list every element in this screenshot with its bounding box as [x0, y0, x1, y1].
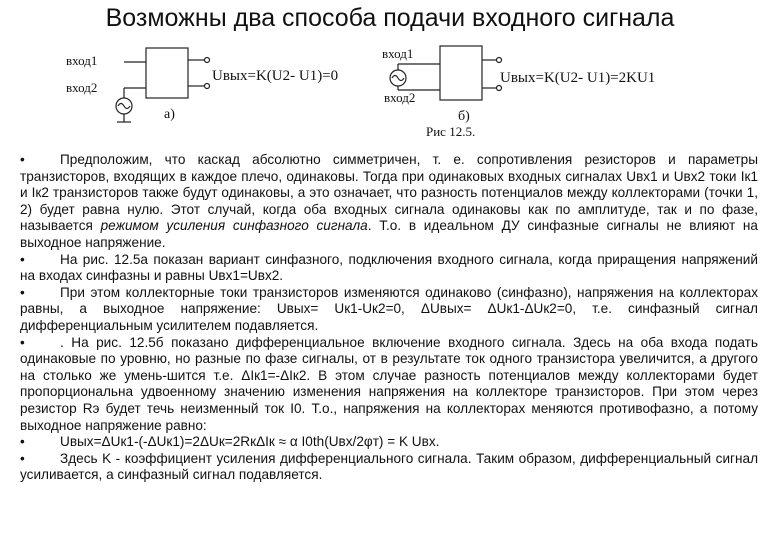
paragraph-4 [20, 335, 758, 435]
diagram-a-label: а) [164, 107, 175, 122]
paragraph-tail: . Т.о. в идеальном ДУ синфазные сигналы не влияют на выходное напряжение. [20, 218, 758, 250]
figure-caption: Рис 12.5. [426, 124, 476, 139]
diagram-b-label: б) [458, 109, 470, 124]
paragraph-3 [20, 285, 758, 335]
diagram-b-input1-label: вход1 [382, 46, 414, 61]
circuit-figure [0, 40, 780, 150]
diagram-b-input2-label: вход2 [384, 90, 416, 105]
bullet: • [20, 152, 25, 167]
paragraph-6 [20, 451, 758, 484]
slide-title: Возможны два способа подачи входного сигнала [105, 4, 675, 32]
bullet: • [20, 251, 25, 267]
diagram-a-formula: Uвых=K(U2- U1)=0 [212, 68, 339, 84]
bullet: • [20, 434, 25, 450]
circuit-diagram [0, 40, 780, 150]
diagram-a-input1-label: вход1 [66, 53, 98, 68]
paragraph-text: На рис. 12.5а показан вариант синфазного, подключения входного сигнала, когда приращения напряжений на входах синфазны и равны Uвх1=Uвх2. [20, 251, 758, 284]
paragraph-1 [20, 152, 758, 252]
diagram-a [66, 48, 338, 122]
paragraph-text: Uвых=ΔUк1-(-ΔUк1)=2ΔUк=2RкΔIк ≈ α I0th(Uвх/2φт) = K Uвх. [60, 434, 440, 450]
paragraph-text: Предположим, что каскад абсолютно симметричен, т. е. сопротивления резисторов и параметры транзисторов, входящих в каждое плечо, одинаковы. Тогда при одинаковых входных сигналах Uвх1 и Uвх2 токи Iк1 и Iк2 транзисторов также будут одинаковы, а это означает, что разность потенциалов между коллекторами (точки 1, 2) будет равна нулю. Этот случай, когда оба входных сигнала одинаковы как по амплитуде, так и по фазе, называется [20, 152, 758, 234]
diagram-b-formula: Uвых=K(U2- U1)=2KU1 [500, 70, 656, 86]
paragraph-5 [20, 434, 758, 451]
paragraph-text: . На рис. 12.5б показано дифференциальное включение входного сигнала. Здесь на оба входа подать одинаковые по уровню, но разные по фазе сигналы, от в результате ток одного транзистора увеличится, а другого на столько же умень-шится т.е. ΔIк1=-ΔIк2. В этом случае разность потенциалов между коллекторами будет пропорциональна удвоенному значению изменения напряжения на коллекторе транзисторов. При этом через резистор Rэ будет течь неизменный ток I0. Т.о., напряжения на коллекторах меняются противофазно, а потому выходное напряжение равно: [20, 334, 758, 433]
body-text [20, 152, 758, 484]
diagram-b [382, 46, 655, 124]
bullet: • [20, 284, 25, 300]
diagram-a-input2-label: вход2 [66, 80, 98, 95]
paragraph-text: При этом коллекторные токи транзисторов изменяются одинаково (синфазно), напряжения на коллекторах равны, а выходное напряжение: Uвых= Uк1-Uк2=0, ΔUвых= ΔUк1-ΔUк2=0, т.е. синфазный сигнал дифференциальным усилителем подавляется. [20, 284, 758, 333]
bullet: • [20, 334, 25, 350]
paragraph-emphasis: режимом усиления синфазного сигнала [100, 218, 368, 234]
paragraph-text: Здесь K - коэффициент усиления дифференциального сигнала. Таким образом, дифференциальный сигнал усиливается, а синфазный сигнал подавляется. [20, 450, 758, 483]
paragraph-2 [20, 252, 758, 285]
bullet: • [20, 450, 25, 466]
